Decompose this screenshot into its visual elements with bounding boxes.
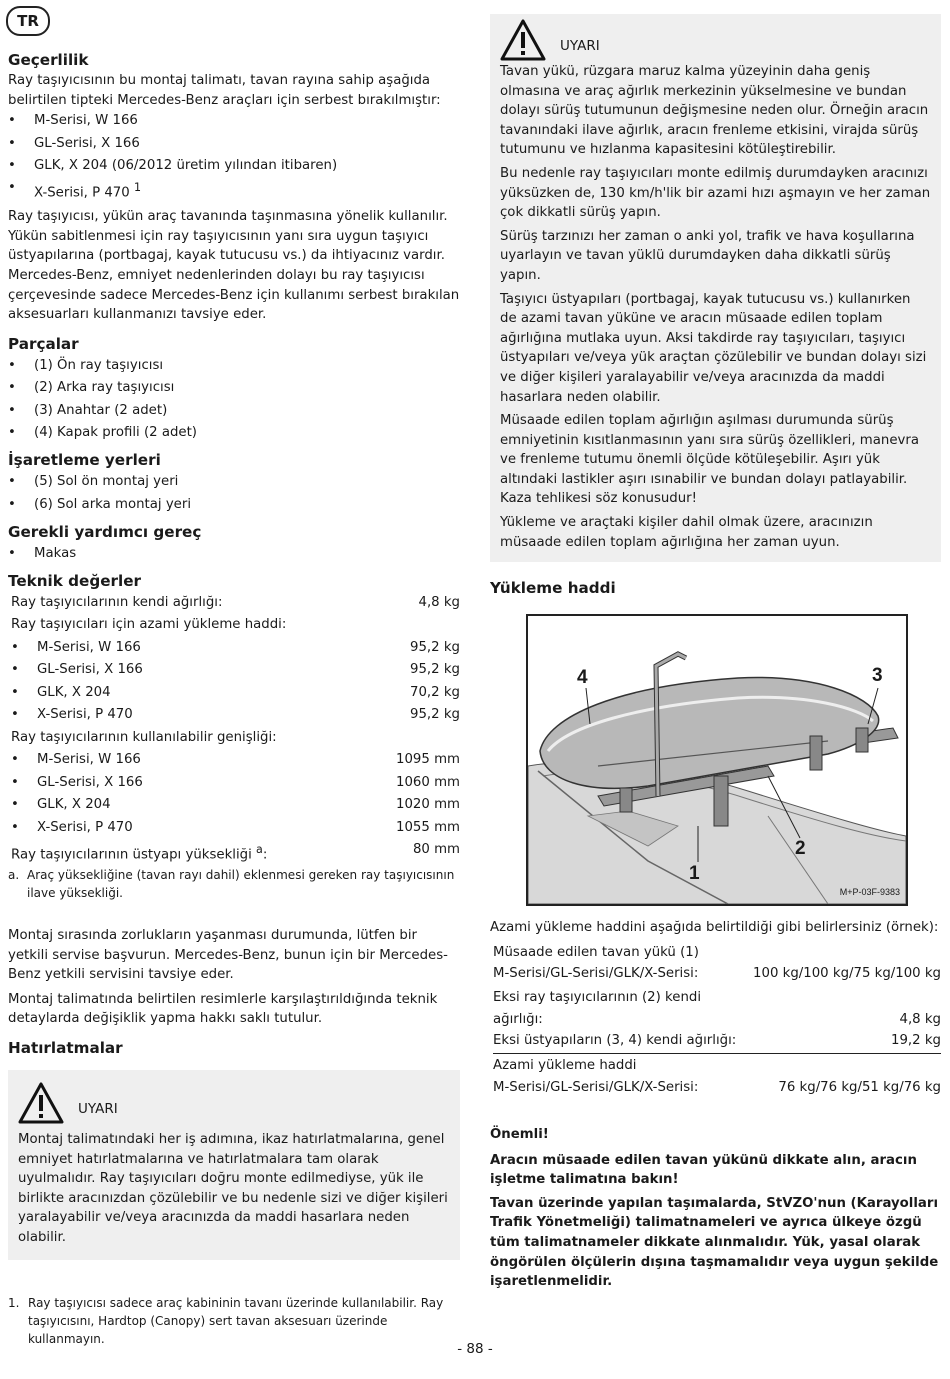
row-value: 1095 mm <box>396 752 460 768</box>
list-item: • (5) Sol ön montaj yeri <box>8 471 460 493</box>
list-item-text: X-Serisi, P 470 <box>34 185 130 201</box>
important-notice <box>490 1125 941 1292</box>
warning-icon <box>18 1081 64 1125</box>
row-label: Ray taşıyıcılarının kendi ağırlığı: <box>11 594 223 610</box>
row-label: Ray taşıyıcıları için azami yükleme haddi: <box>11 617 287 633</box>
footnote-ref: 1 <box>133 181 142 195</box>
table-footnote <box>8 867 460 902</box>
warning-text: Yükleme ve araçtaki kişiler dahil olmak üzere, aracınızın müsaade edilen toplam ağırlığına her zaman uyun. <box>500 515 873 550</box>
row-value: 95,2 kg <box>410 707 460 723</box>
figure-label: 2 <box>795 838 806 860</box>
table-row <box>8 749 460 772</box>
row-value: 95,2 kg <box>410 662 460 678</box>
left-column <box>8 50 460 1260</box>
load-row <box>493 963 941 985</box>
load-value: 4,8 kg <box>899 1011 941 1027</box>
warning-text: Tavan yükü, rüzgara maruz kalma yüzeyinin daha geniş olmasına ve araç ağırlık merkezinin yükselmesine ve bundan dolayı sürüş tutumunun değişmesine neden olur. Örneğin aracın tavanındaki ilave ağırlık, aracın frenleme etkisini, virajda sürüş tutumunu ve hızlanma kapasitesini kötüleştirebilir. <box>500 64 929 158</box>
table-row <box>8 794 460 817</box>
row-value: 1055 mm <box>396 819 460 835</box>
load-value: 100 kg/100 kg/75 kg/100 kg <box>753 966 941 982</box>
language-badge: TR <box>6 6 50 36</box>
list-item: • (6) Sol arka montaj yeri <box>8 494 460 516</box>
list-item: • (4) Kapak profili (2 adet) <box>8 422 460 444</box>
list-item: • GL-Serisi, X 166 <box>8 133 460 155</box>
table-row <box>8 659 460 682</box>
row-label: • GLK, X 204 <box>11 682 111 705</box>
right-column <box>490 14 941 1296</box>
table-row <box>8 772 460 795</box>
list-item <box>8 177 460 205</box>
table-row <box>8 727 460 750</box>
row-label: • M-Serisi, W 166 <box>11 749 141 772</box>
roof-box-illustration <box>528 616 906 904</box>
list-item: • (2) Arka ray taşıyıcısı <box>8 377 460 399</box>
load-value: 76 kg/76 kg/51 kg/76 kg <box>778 1080 941 1096</box>
load-row <box>493 1030 941 1052</box>
divider <box>493 1053 941 1054</box>
table-row <box>8 682 460 705</box>
usage-text: Ray taşıyıcısı, yükün araç tavanında taşınmasına yönelik kullanılır. Yükün sabitlenmesi için ray taşıyıcısının yanı sıra uygun taşıyıcı üstyapılarına (portbagaj, kayak tutucusu vs.) da ihtiyacınız vardır. Mercedes-Benz, emniyet nedenlerinden dolayı bu ray taşıyıcısı çerçevesinde sadece Mercedes-Benz için kullanımı serbest bırakılan aksesuarları kullanmanızı tavsiye eder. <box>8 209 460 323</box>
roof-box-figure <box>526 614 908 906</box>
validity-models-list <box>8 110 460 205</box>
warning-text: Müsaade edilen toplam ağırlığın aşılması durumunda sürüş emniyetinin kısıtlanmasının yanı sıra sürüş özellikleri, manevra ve frenleme tutumu önemli ölçüde kötüleşebilir. Aşırı yük altındaki lastikler aşırı ısınabilir ve bundan dolayı patlayabilir. Kaza tehlikesi söz konusudur! <box>500 413 919 507</box>
row-label: • M-Serisi, W 166 <box>11 637 141 660</box>
important-text: Aracın müsaade edilen tavan yükünü dikkate alın, aracın işletme talimatına bakın! <box>490 1152 917 1188</box>
load-label: Müsaade edilen tavan yükü (1) <box>493 944 699 960</box>
notes-heading: Hatırlatmalar <box>8 1039 123 1058</box>
warning-text: Montaj talimatındaki her iş adımına, ikaz hatırlatmalarına, genel emniyet hatırlatmalarına ve hatırlatmalara tam olarak uyulmalıdır. Ray taşıyıcıları doğru monte edilmediyse, yük ile birlikte aracınızdan çözülebilir ve bu nedenle sizi ve diğer kişileri yaralayabilir ve/veya aracınızda da maddi hasarlara neden olabilir. <box>18 1132 448 1245</box>
row-label-colon: : <box>262 847 268 863</box>
load-label: Eksi üstyapıların (3, 4) kendi ağırlığı: <box>493 1033 737 1049</box>
load-calculation <box>493 942 941 1099</box>
service-text-2: Montaj talimatında belirtilen resimlerle karşılaştırıldığında teknik detaylarda değişiklik yapma hakkı saklı tutulur. <box>8 991 438 1027</box>
warning-text: Taşıyıcı üstyapıları (portbagaj, kayak tutucusu vs.) kullanırken de azami tavan yüküne ve aracın müsaade edilen toplam ağırlığına mutlaka uyun. Aksi takdirde ray taşıyıcıları, taşıyıcı üstyapıları ve/veya yük araçtan çözülebilir ve bundan dolayı sizi ve diğer kişileri yaralayabilir ve/veya aracınızda da maddi hasarlara neden olabilir. <box>500 291 927 405</box>
list-item: • (1) Ön ray taşıyıcısı <box>8 355 460 377</box>
row-label: • X-Serisi, P 470 <box>11 817 133 840</box>
load-value: 19,2 kg <box>891 1033 941 1049</box>
figure-code: M+P-03F-9383 <box>839 886 900 897</box>
validity-intro: Ray taşıyıcısının bu montaj talimatı, tavan rayına sahip aşağıda belirtilen tipteki Mercedes-Benz araçları için serbest bırakılmıştır: <box>8 73 441 108</box>
important-text-2: Tavan üzerinde yapılan taşımalarda, StVZO'nun (Karayolları Trafik Yönetmeliği) talimatnameleri ve ayrıca ülkeye özgü tüm talimatnameler dikkate alınmalıdır. Yük, yasal olarak öngörülen ölçülerin dışına taşmamalıdır veya uygun şekilde işaretlenmelidir. <box>490 1195 939 1290</box>
warning-header <box>18 1080 450 1126</box>
load-row <box>493 1009 941 1031</box>
row-value: 70,2 kg <box>410 684 460 700</box>
load-label: Azami yükleme haddi <box>493 1057 637 1073</box>
load-row <box>493 942 941 964</box>
load-row <box>493 1055 941 1077</box>
tools-heading: Gerekli yardımcı gereç <box>8 523 202 542</box>
validity-heading: Geçerlilik <box>8 51 89 69</box>
row-value: 95,2 kg <box>410 639 460 655</box>
table-row <box>8 839 460 867</box>
table-row <box>8 614 460 637</box>
table-row <box>8 637 460 660</box>
marks-heading: İşaretleme yerleri <box>8 451 161 470</box>
list-item: • Makas <box>8 543 460 565</box>
parts-heading: Parçalar <box>8 334 79 353</box>
table-row <box>8 592 460 615</box>
list-item: • (3) Anahtar (2 adet) <box>8 400 460 422</box>
footnote-text: Araç yüksekliğine (tavan rayı dahil) eklenmesi gereken ray taşıyıcısının ilave yüksekliği. <box>27 868 455 900</box>
list-item: • M-Serisi, W 166 <box>8 110 460 132</box>
warning-header <box>500 18 931 62</box>
warning-box <box>8 1070 460 1260</box>
figure-label: 1 <box>689 863 700 885</box>
row-label: • GLK, X 204 <box>11 794 111 817</box>
service-text: Montaj sırasında zorlukların yaşanması durumunda, lütfen bir yetkili servise başvurun. Mercedes-Benz, bunun için bir Mercedes-Benz yetkili servisini tavsiye eder. <box>8 928 448 983</box>
important-title: Önemli! <box>490 1127 549 1142</box>
load-row <box>493 987 941 1009</box>
load-label: Eksi ray taşıyıcılarının (2) kendi <box>493 990 702 1006</box>
warning-text: Bu nedenle ray taşıyıcıları monte edilmiş durumdayken aracınızı yüksüzken de, 130 km/h'lik bir azami hızı aşmayın ve her zaman çok dikkatli sürüş yapın. <box>500 165 931 221</box>
warning-title: UYARI <box>560 38 600 55</box>
marks-list <box>8 471 460 516</box>
warning-title: UYARI <box>78 1101 118 1118</box>
parts-list <box>8 355 460 445</box>
table-row <box>8 704 460 727</box>
warning-text: Sürüş tarzınızı her zaman o anki yol, trafik ve hava koşullarına uyarlayın ve tavan yüklü durumdayken daha dikkatli sürüş yapın. <box>500 228 915 283</box>
load-row <box>493 1077 941 1099</box>
warning-icon <box>500 18 546 62</box>
row-label: • X-Serisi, P 470 <box>11 704 133 727</box>
load-heading: Yükleme haddi <box>490 579 616 598</box>
figure-label: 4 <box>577 667 588 689</box>
row-value: 1060 mm <box>396 774 460 790</box>
list-item: • GLK, X 204 (06/2012 üretim yılından itibaren) <box>8 155 460 177</box>
row-label: • GL-Serisi, X 166 <box>11 659 143 682</box>
load-label: M-Serisi/GL-Serisi/GLK/X-Serisi: <box>493 966 699 982</box>
load-label: ağırlığı: <box>493 1011 543 1027</box>
row-label-text: Ray taşıyıcılarının üstyapı yüksekliği <box>11 847 252 863</box>
footnote-ref: a <box>256 843 263 857</box>
table-row <box>8 817 460 840</box>
tech-heading: Teknik değerler <box>8 571 141 590</box>
row-value: 1020 mm <box>396 797 460 813</box>
row-label <box>11 839 267 867</box>
figure-caption: Azami yükleme haddini aşağıda belirtildiği gibi belirlersiniz (örnek): <box>490 920 939 936</box>
load-label: M-Serisi/GL-Serisi/GLK/X-Serisi: <box>493 1080 699 1096</box>
warning-box <box>490 14 941 562</box>
page-number: - 88 - <box>457 1341 493 1357</box>
footnote-text: Ray taşıyıcısı sadece araç kabininin tavanı üzerinde kullanılabilir. Ray taşıyıcısını, Hardtop (Canopy) sert tavan aksesuarı üzerinde kullanmayın. <box>28 1296 444 1346</box>
tools-list <box>8 543 460 565</box>
tech-table <box>8 592 460 867</box>
row-value: 4,8 kg <box>418 594 460 610</box>
row-label: Ray taşıyıcılarının kullanılabilir genişliği: <box>11 729 277 745</box>
figure-label: 3 <box>872 665 883 687</box>
row-value: 80 mm <box>412 842 460 858</box>
row-label: • GL-Serisi, X 166 <box>11 772 143 795</box>
footnote-mark: a. <box>8 868 20 883</box>
footnote-mark: 1. <box>8 1296 20 1310</box>
